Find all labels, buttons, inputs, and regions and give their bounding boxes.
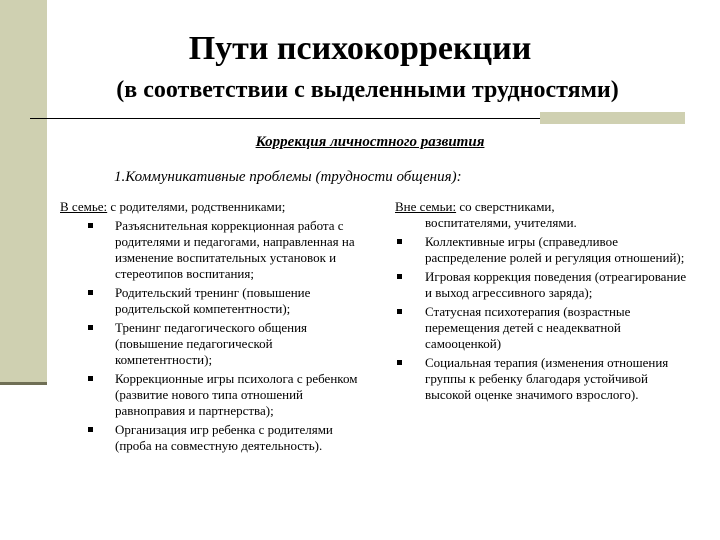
left-column-heading [60,199,365,215]
square-bullet-icon [88,290,93,295]
slide-title: Пути психокоррекции [188,30,532,67]
square-bullet-icon [88,223,93,228]
list-item [60,422,365,454]
left-list [60,218,365,454]
square-bullet-icon [397,309,402,314]
list-item [60,320,365,368]
square-bullet-icon [397,360,402,365]
list-item [395,234,695,266]
list-item-text: Родительский тренинг (повышение родительской компетентности); [115,285,311,316]
right-heading-rest: со сверстниками, [456,199,555,214]
list-item [60,218,365,282]
list-item-text: Коллективные игры (справедливое распределение ролей и регуляция отношений); [425,234,685,265]
left-heading-rest: с родителями, родственниками; [107,199,286,214]
square-bullet-icon [88,325,93,330]
problem-heading: 1.Коммуникативные проблемы (трудности общения): [114,169,462,185]
square-bullet-icon [397,239,402,244]
list-item-text: Организация игр ребенка с родителями (проба на совместную деятельность). [115,422,333,453]
list-item [395,269,695,301]
list-item-text: Коррекционные игры психолога с ребенком (развитие нового типа отношений равноправия и партнерства); [115,371,358,418]
left-column [60,199,365,454]
divider-accent-block [540,112,685,124]
list-item-text: Разъяснительная коррекционная работа с родителями и педагогами, направленная на изменение воспитательных установок и стереотипов воспитания; [115,218,355,281]
title-divider [30,118,540,119]
list-item-text: Игровая коррекция поведения (отреагирование и выход агрессивного заряда); [425,269,687,300]
list-item [60,371,365,419]
right-list [395,234,695,403]
left-heading-underlined: В семье: [60,199,108,214]
list-item [395,355,695,403]
section-title: Коррекция личностного развития [255,134,485,150]
right-column [395,199,695,403]
square-bullet-icon [88,376,93,381]
list-item [60,285,365,317]
list-item [395,304,695,352]
right-heading-underlined: Вне семьи: [395,199,457,214]
square-bullet-icon [88,427,93,432]
side-bar-underline [0,382,47,385]
slide-subtitle: (в соответствии с выделенными трудностями) [116,77,619,103]
right-heading-second-line: воспитателями, учителями. [425,215,577,230]
right-column-heading [395,199,695,215]
list-item-text: Социальная терапия (изменения отношения группы к ребенку благодаря устойчивой высокой оценке значимого взрослого). [425,355,669,402]
square-bullet-icon [397,274,402,279]
list-item-text: Статусная психотерапия (возрастные перемещения детей с неадекватной самооценкой) [425,304,631,351]
list-item-text: Тренинг педагогического общения (повышение педагогической компетентности); [115,320,308,367]
